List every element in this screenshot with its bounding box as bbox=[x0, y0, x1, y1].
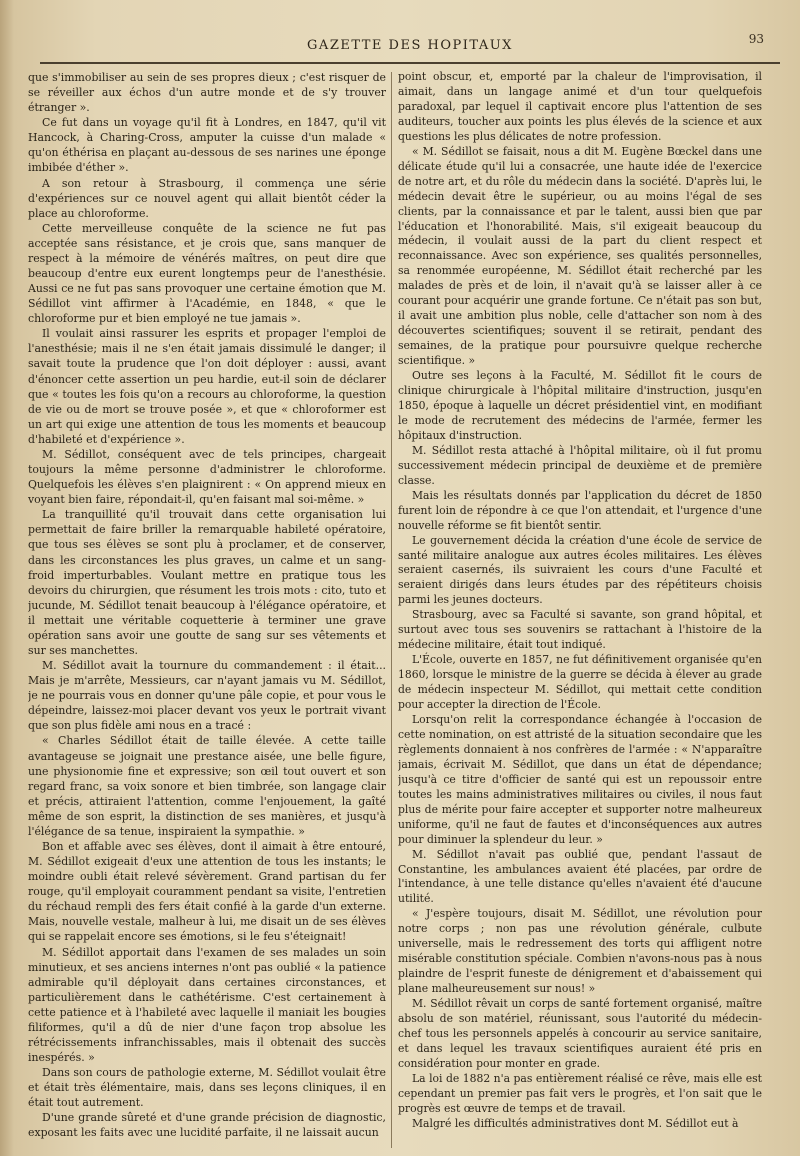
header-rule bbox=[40, 62, 780, 64]
paragraph: Bon et affable avec ses élèves, dont il aimait à être entouré, M. Sédillot exigeait d'eux une attention de tous les instants; le moindre oubli était relevé sévèrement. Grand partisan du fer rouge, qu'il employait couramment pendant sa visite, l'entretien du réchaud rempli des fers était confié à la garde d'un externe. Mais, nouvelle vestale, malheur à lui, me disait un de ses élèves qui se rappelait encore ses émotions, si le feu s'éteignait! bbox=[28, 839, 386, 944]
paragraph: Malgré les difficultés administratives dont M. Sédillot eut à bbox=[412, 1116, 739, 1130]
paragraph: Strasbourg, avec sa Faculté si savante, son grand hôpital, et surtout avec tous ses souvenirs se rattachant à l'histoire de la médecine militaire, était tout indiqué. bbox=[398, 608, 762, 652]
paragraph: « M. Sédillot se faisait, nous a dit M. Eugène Bœckel dans une délicate étude qu'il lui a consacrée, une haute idée de l'exercice de notre art, et du rôle du médecin dans la société. D'après lui, le médecin devait être le supérieur, ou au moins l'égal de ses clients, par la connaissance et par le talent, aussi bien que par l'éducation et l'honorabilité. Mais, s'il exigeait beaucoup du médecin, il voulait aussi de la part du client respect et reconnaissance. Avec son expérience, ses qualités personnelles, sa renommée européenne, M. Sédillot était recherché par les malades de près et de loin, il n'avait qu'à se laisser aller à ce courant pour acquérir une grande fortune. Ce n'était pas son but, il avait une ambition plus noble, celle d'attacher son nom à des découvertes scientifiques; souvent il se retirait, pendant des semaines, de la pratique pour poursuivre quelque recherche scientifique. » bbox=[398, 144, 762, 368]
left-column bbox=[28, 70, 386, 1150]
paragraph: M. Sédillot, conséquent avec de tels principes, chargeait toujours la même personne d'administrer le chloroforme. Quelquefois les élèves s'en plaignirent : « On apprend mieux en voyant bien faire, répondait-il, qu'en faisant mal soi-même. » bbox=[28, 447, 386, 507]
right-column bbox=[398, 70, 762, 1150]
paragraph: Outre ses leçons à la Faculté, M. Sédillot fit le cours de clinique chirurgicale à l'hôpital militaire d'instruction, jusqu'en 1850, époque à laquelle un décret présidentiel vint, en modifiant le mode de recrutement des médecins de l'armée, fermer les hôpitaux d'instruction. bbox=[398, 369, 762, 442]
paragraph: Cette merveilleuse conquête de la science ne fut pas acceptée sans résistance, et je crois que, sans manquer de respect à la mémoire de vénérés maîtres, on peut dire que beaucoup d'entre eux eurent longtemps peur de l'anesthésie. Aussi ce ne fut pas sans provoquer une certaine émotion que M. Sédillot vint affirmer à l'Académie, en 1848, « que le chloroforme pur et bien employé ne tue jamais ». bbox=[28, 221, 386, 326]
page-fold-shadow bbox=[0, 0, 14, 1156]
paragraph: M. Sédillot resta attaché à l'hôpital militaire, où il fut promu successivement médecin principal de deuxième et de première classe. bbox=[398, 443, 762, 487]
paragraph: La loi de 1882 n'a pas entièrement réalisé ce rêve, mais elle est cependant un premier pas fait vers le progrès, et l'on sait que le progrès est œuvre de temps et de travail. bbox=[398, 1071, 762, 1115]
paragraph: M. Sédillot avait la tournure du commandement : il était... Mais je m'arrête, Messieurs, car n'ayant jamais vu M. Sédillot, je ne pourrais vous en donner qu'une pâle copie, et pour vous le dépeindre, laissez-moi placer devant vos yeux le portrait vivant que son plus fidèle ami nous en a tracé : bbox=[28, 659, 386, 733]
paragraph: « J'espère toujours, disait M. Sédillot, une révolution pour notre corps ; non pas une révolution générale, culbute universelle, mais le redressement des torts qui affligent notre misérable constitution spéciale. Combien n'avons-nous pas à nous plaindre de l'esprit funeste de dénigrement et d'abaissement qui plane malheureusement sur nous! » bbox=[398, 907, 762, 996]
paragraph: Ce fut dans un voyage qu'il fit à Londres, en 1847, qu'il vit Hancock, à Charing-Cross, amputer la cuisse d'un malade « qu'on éthérisa en plaçant au-dessous de ses narines une éponge imbibée d'éther ». bbox=[28, 116, 386, 175]
newspaper-title: GAZETTE DES HOPITAUX bbox=[307, 38, 513, 53]
paragraph: « Charles Sédillot était de taille élevée. A cette taille avantageuse se joignait une prestance aisée, une belle figure, une physionomie fine et expressive; son œil tout ouvert et son regard franc, sa voix sonore et bien timbrée, son langage clair et précis, attiraient l'attention, comme l'enjouement, la gaîté même de son esprit, la distinction de ses manières, et jusqu'à l'élégance de sa tenue, inspiraient la sympathie. » bbox=[28, 734, 386, 838]
paragraph: M. Sédillot n'avait pas oublié que, pendant l'assaut de Constantine, les ambulances avaient été placées, par ordre de l'intendance, à une telle distance qu'elles n'avaient été d'aucune utilité. bbox=[398, 847, 762, 906]
paragraph: A son retour à Strasbourg, il commença une série d'expériences sur ce nouvel agent qui allait bientôt céder la place au chloroforme. bbox=[28, 176, 386, 220]
paragraph: Dans son cours de pathologie externe, M. Sédillot voulait être et était très élémentaire, mais, dans ses leçons cliniques, il en était tout autrement. bbox=[28, 1066, 386, 1110]
paragraph: Mais les résultats donnés par l'application du décret de 1850 furent loin de répondre à ce que l'on attendait, et l'urgence d'une nouvelle réforme se fit bientôt sentir. bbox=[398, 488, 762, 532]
paragraph: Lorsqu'on relit la correspondance échangée à l'occasion de cette nomination, on est attristé de la situation secondaire que les règlements donnaient à nos confrères de l'armée : « N'apparaître jamais, écrivait M. Sédillot, que dans un état de dépendance; jusqu'à ce titre d'officier de santé qui est un repoussoir entre toutes les mains administratives militaires ou civiles, il nous faut plus de mérite pour faire accepter et supporter notre malheureux uniforme, qu'il ne faut de fautes et d'inconséquences aux autres pour diminuer la splendeur du leur. » bbox=[398, 712, 762, 846]
paragraph: D'une grande sûreté et d'une grande précision de diagnostic, exposant les faits avec une lucidité parfaite, il ne laissait aucun bbox=[28, 1111, 386, 1140]
page-header bbox=[40, 30, 780, 64]
paragraph: point obscur, et, emporté par la chaleur de l'improvisation, il aimait, dans un langage animé et d'un tour quelquefois paradoxal, par lequel il captivait encore plus l'attention de ses auditeurs, toucher aux points les plus élevés de la science et aux questions les plus délicates de notre profession. bbox=[398, 70, 762, 143]
paragraph: que s'immobiliser au sein de ses propres dieux ; c'est risquer de se réveiller aux échos d'un autre monde et de s'y trouver étranger ». bbox=[28, 71, 386, 115]
paragraph: M. Sédillot apportait dans l'examen de ses malades un soin minutieux, et ses anciens internes n'ont pas oublié « la patience admirable qu'il déployait dans certaines circonstances, et particulièrement dans le cathétérisme. C'est certainement à cette patience et à l'habileté avec laquelle il maniait les bougies filiformes, qu'il a dû de nier d'une façon trop absolue les rétrécissements infranchissables, mais il obtenait des succès inespérés. » bbox=[28, 945, 386, 1065]
paragraph: La tranquillité qu'il trouvait dans cette organisation lui permettait de faire briller la remarquable habileté opératoire, que tous ses élèves se sont plu à proclamer, et de conserver, dans les circonstances les plus graves, un calme et un sang-froid imperturbables. Voulant mettre en pratique tous les devoirs du chirurgien, que résument les trois mots : cito, tuto et jucunde, M. Sédillot tenait beaucoup à l'élégance opératoire, et il mettait une véritable coquetterie à terminer une grave opération sans avoir une goutte de sang sur ses vêtements et sur ses manchettes. bbox=[28, 508, 386, 657]
paragraph: M. Sédillot rêvait un corps de santé fortement organisé, maître absolu de son matériel, réunissant, sous l'autorité du médecin-chef tous les personnels appelés à concourir au service sanitaire, et dans lequel les travaux scientifiques auraient été pris en considération pour monter en grade. bbox=[398, 997, 762, 1070]
page-number: 93 bbox=[748, 32, 764, 46]
paragraph: Le gouvernement décida la création d'une école de service de santé militaire analogue aux autres écoles militaires. Les élèves seraient casernés, ils suivraient les cours d'une Faculté et seraient dirigés dans leurs études par des répétiteurs choisis parmi les jeunes docteurs. bbox=[398, 533, 762, 607]
paragraph: Il voulait ainsi rassurer les esprits et propager l'emploi de l'anesthésie; mais il ne s'en était jamais dissimulé le danger; il savait toute la prudence que l'on doit déployer : aussi, avant d'énoncer cette assertion un peu hardie, eut-il soin de déclarer que « toutes les fois qu'on a recours au chloroforme, la question de vie ou de mort se trouve posée », et que « chloroformer est un art qui exige une attention de tous les moments et beaucoup d'habileté et d'expérience ». bbox=[28, 327, 386, 446]
column-divider bbox=[391, 72, 392, 1148]
paragraph: L'École, ouverte en 1857, ne fut définitivement organisée qu'en 1860, lorsque le ministre de la guerre se décida à élever au grade de médecin inspecteur M. Sédillot, qui mettait cette condition pour accepter la direction de l'École. bbox=[398, 653, 762, 712]
